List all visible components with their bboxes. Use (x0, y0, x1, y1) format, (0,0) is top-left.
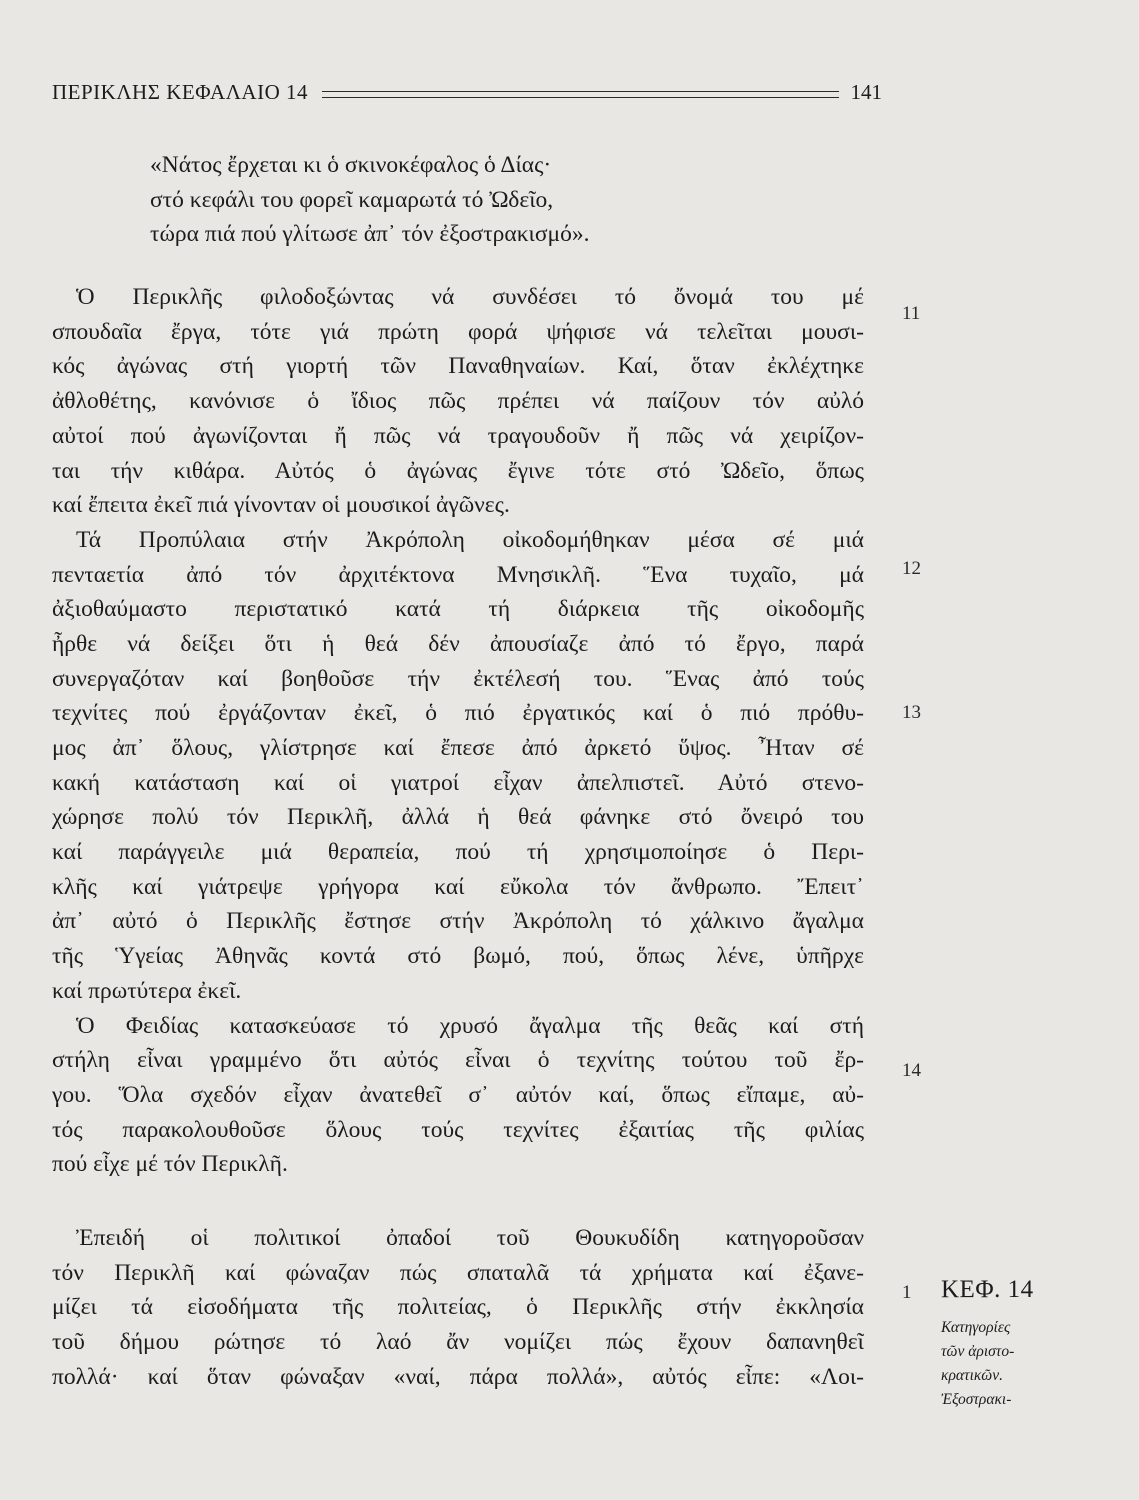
verse-line: τώρα πιά πού γλίτωσε ἀπ᾽ τόν ἐξοστρακισμό». (150, 221, 590, 248)
quoted-verse (52, 148, 864, 252)
text-line: ἀπ᾽ αὐτό ὁ Περικλῆς ἔστησε στήν Ἀκρόπολη τό χάλκινο ἄγαλμα (52, 908, 864, 935)
text-line: μίζει τά εἰσοδήματα τῆς πολιτείας, ὁ Περικλῆς στήν ἐκκλησία (52, 1294, 864, 1321)
gloss-line: Κατηγορίες (941, 1319, 1011, 1336)
text-line: Τά Προπύλαια στήν Ἀκρόπολη οἰκοδομήθηκαν μέσα σέ μιά (76, 526, 864, 553)
header-double-rule (322, 91, 838, 98)
text-line: τοῦ δήμου ρώτησε τό λαό ἄν νομίζει πώς ἔχουν δαπανηθεῖ (52, 1329, 864, 1355)
text-line: κλῆς καί γιάτρεψε γρήγορα καί εὔκολα τόν ἄνθρωπο. Ἔπειτ᾽ (52, 873, 864, 900)
text-line: Ὁ Φειδίας κατασκεύασε τό χρυσό ἄγαλμα τῆς θεᾶς καί στή (76, 1012, 864, 1039)
text-line: ται τήν κιθάρα. Αὐτός ὁ ἀγώνας ἔγινε τότε στό Ὠδεῖο, ὅπως (52, 457, 864, 484)
text-line: Ὁ Περικλῆς φιλοδοξώντας νά συνδέσει τό ὄνομά του μέ (76, 284, 864, 311)
text-line: τόν Περικλῆ καί φώναζαν πώς σπαταλᾶ τά χρήματα καί ἐξανε- (52, 1259, 864, 1286)
text-line: τῆς Ὑγείας Ἀθηνᾶς κοντά στό βωμό, πού, ὅπως λένε, ὑπῆρχε (52, 943, 864, 970)
running-title: ΠΕΡΙΚΛΗΣ ΚΕΦΑΛΑΙΟ 14 (52, 79, 309, 104)
margin-gloss (941, 1316, 1091, 1412)
text-line: καί παράγγειλε μιά θεραπεία, πού τή χρησιμοποίησε ὁ Περι- (52, 839, 864, 866)
paragraph-12 (52, 523, 864, 1009)
margin-number: 1 (902, 1282, 912, 1303)
text-line: πολλά· καί ὅταν φώναξαν «ναί, πάρα πολλά», αὐτός εἶπε: «Λοι- (52, 1363, 864, 1390)
text-line: γου. Ὅλα σχεδόν εἶχαν ἀνατεθεῖ σ᾽ αὐτόν καί, ὅπως εἴπαμε, αὐ- (52, 1081, 864, 1108)
text-line: στήλη εἶναι γραμμένο ὅτι αὐτός εἶναι ὁ τεχνίτης τούτου τοῦ ἔρ- (52, 1047, 864, 1074)
text-line: αὐτοί πού ἀγωνίζονται ἤ πῶς νά τραγουδοῦν ἤ πῶς νά χειρίζον- (52, 422, 864, 449)
text-line: συνεργαζόταν καί βοηθοῦσε τήν ἐκτέλεσή του. Ἕνας ἀπό τούς (52, 665, 864, 692)
running-header (52, 74, 882, 110)
text-line: ἦρθε νά δείξει ὅτι ἡ θεά δέν ἀπουσίαζε ἀπό τό ἔργο, παρά (52, 630, 864, 657)
paragraph-14 (52, 1009, 864, 1182)
page-number: 141 (850, 79, 882, 104)
text-line: κός ἀγώνας στή γιορτή τῶν Παναθηναίων. Καί, ὅταν ἐκλέχτηκε (52, 353, 864, 380)
paragraph-11 (52, 280, 864, 523)
text-line: σπουδαῖα ἔργα, τότε γιά πρώτη φορά ψήφισε νά τελεῖται μουσι- (52, 318, 864, 345)
text-line: ἀξιοθαύμαστο περιστατικό κατά τή διάρκεια τῆς οἰκοδομῆς (52, 596, 864, 623)
chapter-14-paragraph-1 (52, 1221, 864, 1394)
text-line: καί πρωτύτερα ἐκεῖ. (52, 977, 242, 1004)
text-line: ἀθλοθέτης, κανόνισε ὁ ἴδιος πῶς πρέπει νά παίζουν τόν αὐλό (52, 388, 864, 415)
verse-line: στό κεφάλι του φορεῖ καμαρωτά τό Ὠδεῖο, (150, 186, 554, 213)
text-line: τεχνίτες πού ἐργάζονταν ἐκεῖ, ὁ πιό ἐργατικός καί ὁ πιό πρόθυ- (52, 700, 864, 727)
text-line: καί ἔπειτα ἐκεῖ πιά γίνονταν οἱ μουσικοί ἀγῶνες. (52, 492, 510, 519)
gloss-line: κρατικῶν. (941, 1367, 1004, 1384)
margin-number: 14 (902, 1060, 921, 1081)
text-line: πενταετία ἀπό τόν ἀρχιτέκτονα Μνησικλῆ. Ἕνα τυχαῖο, μά (52, 561, 864, 588)
text-line: κακή κατάσταση καί οἱ γιατροί εἶχαν ἀπελπιστεῖ. Αὐτό στενο- (52, 769, 864, 796)
margin-number: 12 (902, 558, 921, 579)
gloss-line: Ἐξοστρακι- (941, 1391, 1012, 1408)
margin-sidebar (941, 1276, 1091, 1412)
margin-number: 11 (902, 303, 921, 324)
verse-line: «Νάτος ἔρχεται κι ὁ σκινοκέφαλος ὁ Δίας· (150, 152, 552, 178)
text-line: Ἐπειδή οἱ πολιτικοί ὀπαδοί τοῦ Θουκυδίδη κατηγοροῦσαν (76, 1224, 864, 1251)
text-line: πού εἶχε μέ τόν Περικλῆ. (52, 1151, 288, 1178)
margin-number: 13 (902, 702, 921, 723)
text-line: μος ἀπ᾽ ὅλους, γλίστρησε καί ἔπεσε ἀπό ἀρκετό ὕψος. Ἦταν σέ (52, 735, 864, 761)
text-line: τός παρακολουθοῦσε ὅλους τούς τεχνίτες ἐξαιτίας τῆς φιλίας (52, 1116, 864, 1143)
chapter-heading: ΚΕΦ. 14 (941, 1276, 1034, 1303)
main-text (52, 148, 864, 1394)
gloss-line: τῶν ἀριστο- (941, 1343, 1015, 1360)
text-line: χώρησε πολύ τόν Περικλῆ, ἀλλά ἡ θεά φάνηκε στό ὄνειρό του (52, 804, 864, 831)
